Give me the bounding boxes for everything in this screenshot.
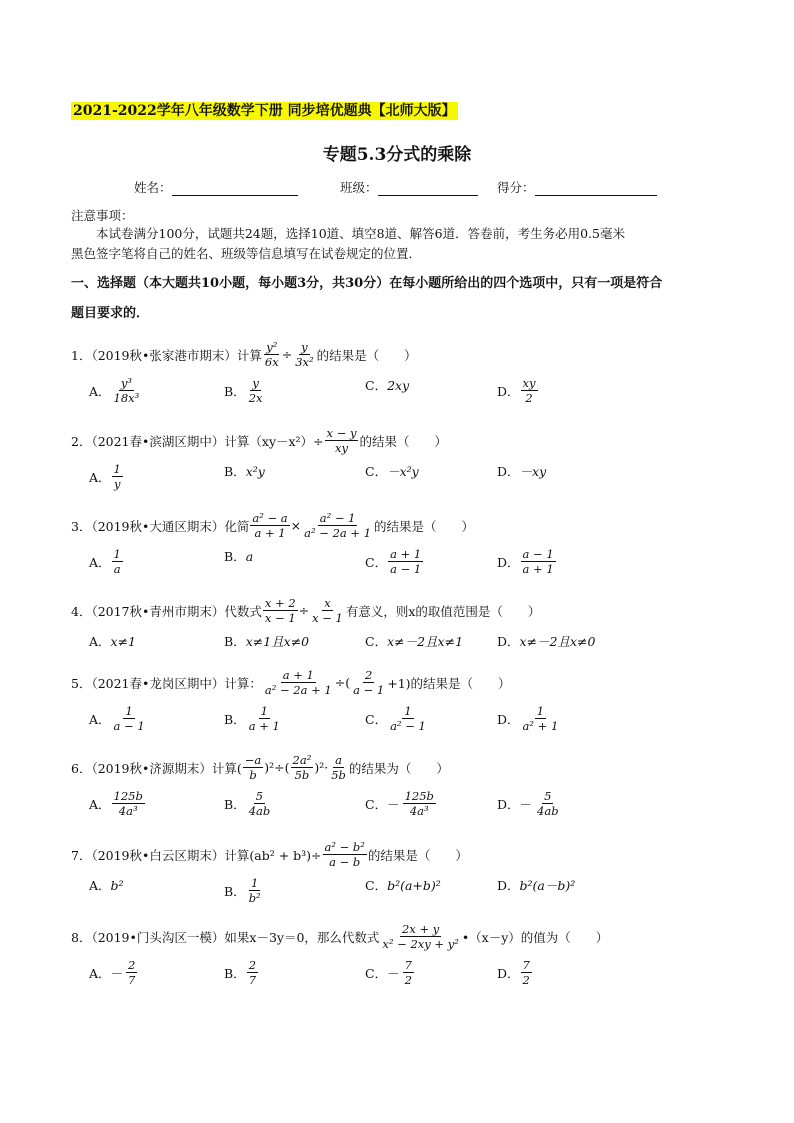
fraction-1-numerator: x + 2 <box>264 596 296 610</box>
option-fraction <box>388 704 428 733</box>
option-letter: C． <box>365 464 388 479</box>
option-fraction <box>112 704 147 733</box>
question-6-option-d[interactable] <box>497 789 562 818</box>
option-fraction-numerator: xy <box>522 376 536 390</box>
document-banner: 2021-2022学年八年级数学下册 同步培优题典【北师大版】 <box>73 103 456 119</box>
fraction-2 <box>310 596 345 625</box>
question-2-option-d[interactable] <box>497 462 546 480</box>
option-fraction <box>126 958 137 987</box>
fraction-1-numerator: a² − a <box>252 511 288 525</box>
score-field[interactable] <box>497 178 657 196</box>
question-lead: 4．（2017秋•青州市期末）代数式 <box>71 603 262 619</box>
option-letter: C． <box>365 554 388 570</box>
class-label: 班级： <box>340 180 378 195</box>
option-letter: D． <box>497 383 520 399</box>
option-fraction-denominator: 4ab <box>248 804 271 818</box>
option-letter: B． <box>224 965 246 981</box>
option-letter: C． <box>365 878 388 893</box>
question-1-option-c[interactable] <box>365 376 409 394</box>
option-fraction-denominator: y <box>113 477 121 491</box>
question-8-option-d[interactable] <box>497 958 533 987</box>
question-6-stem <box>71 753 449 782</box>
fraction-1-numerator: x − y <box>326 426 357 440</box>
section-heading-line-1: 一、选择题（本大题共10小题，每小题3分，共30分）在每小题所给出的四个选项中，只有一项是符合 <box>71 276 663 291</box>
question-tail: 的结果为（ ） <box>348 760 449 776</box>
score-blank[interactable] <box>535 183 657 196</box>
class-blank[interactable] <box>378 183 478 196</box>
question-2-stem <box>71 426 447 455</box>
fraction-1 <box>243 753 264 782</box>
option-letter: A． <box>89 554 111 570</box>
option-fraction-denominator: 2x <box>248 391 263 405</box>
option-fraction-denominator: a − 1 <box>113 719 145 733</box>
option-fraction-denominator: a² + 1 <box>522 719 559 733</box>
question-1-option-b[interactable] <box>224 376 266 405</box>
fraction-1 <box>250 511 289 540</box>
question-lead: 8．（2019•门头沟区一模）如果x－3y＝0，那么代数式 <box>71 929 380 945</box>
option-fraction <box>403 958 414 987</box>
option-letter: B． <box>224 796 246 812</box>
option-fraction-denominator: 4ab <box>537 804 559 818</box>
option-fraction-denominator: 2 <box>525 391 533 405</box>
operator: ÷( <box>334 675 351 690</box>
fraction-3-numerator: a <box>335 753 342 767</box>
question-7-stem <box>71 840 468 869</box>
option-fraction-numerator: 1 <box>251 876 259 890</box>
question-lead: 1．（2019秋•张家港市期末）计算 <box>71 347 262 363</box>
option-letter: C． <box>365 378 388 393</box>
question-tail: •（x－y）的值为（ ） <box>461 929 609 945</box>
option-fraction <box>247 704 282 733</box>
fraction-2 <box>293 340 315 369</box>
option-fraction-numerator: 125b <box>113 789 143 803</box>
question-3-option-a[interactable] <box>89 547 124 576</box>
option-letter: A． <box>89 965 111 981</box>
option-fraction-numerator: 1 <box>260 704 268 718</box>
option-fraction-denominator: 7 <box>248 973 257 987</box>
option-value: a <box>245 548 254 564</box>
option-letter: B． <box>224 711 246 727</box>
option-fraction-numerator: 7 <box>404 958 412 972</box>
fraction-2-denominator: 5b <box>294 768 310 782</box>
option-fraction <box>112 547 123 576</box>
fraction-1-denominator: b <box>249 768 257 782</box>
question-7-option-a[interactable] <box>89 876 124 894</box>
fraction-1-denominator: a − b <box>329 855 361 869</box>
question-2-option-a[interactable] <box>89 462 124 491</box>
option-letter: D． <box>497 464 520 479</box>
option-letter: A． <box>89 383 111 399</box>
option-fraction-numerator: 5 <box>255 789 264 803</box>
fraction-1 <box>325 426 359 455</box>
option-fraction <box>403 789 436 818</box>
minus-sign: － <box>387 796 400 812</box>
question-tail: 的结果（ ） <box>359 433 447 449</box>
question-tail: 的结果是（ ） <box>316 347 417 363</box>
option-value: 2xy <box>387 377 410 393</box>
option-letter: C． <box>365 965 388 981</box>
fraction-1 <box>263 668 334 697</box>
fraction-2-numerator: 2 <box>365 668 373 682</box>
option-value: －xy <box>519 464 547 479</box>
question-5-option-d[interactable] <box>497 704 561 733</box>
minus-sign: － <box>110 965 124 981</box>
option-fraction <box>521 704 561 733</box>
class-field[interactable] <box>340 178 478 196</box>
option-fraction <box>247 376 265 405</box>
option-fraction-numerator: 2 <box>128 958 136 972</box>
option-fraction-denominator: 7 <box>128 973 136 987</box>
question-2-option-b[interactable] <box>224 462 265 480</box>
question-3-option-b[interactable] <box>224 547 253 565</box>
fraction-2-denominator: x − 1 <box>312 611 343 625</box>
question-2-option-c[interactable] <box>365 462 419 480</box>
option-fraction-denominator: a + 1 <box>522 562 554 576</box>
fraction-1 <box>323 840 367 869</box>
fraction-2-denominator: a − 1 <box>353 683 385 697</box>
operator: ÷ <box>281 347 293 362</box>
option-fraction-numerator: 125b <box>404 789 434 803</box>
fraction-3 <box>329 753 348 782</box>
fraction-2 <box>291 753 314 782</box>
option-value: x≠1且x≠0 <box>245 634 310 649</box>
option-letter: C． <box>365 711 388 727</box>
option-fraction-numerator: 1 <box>125 704 133 718</box>
fraction-1-denominator: xy <box>335 441 348 455</box>
option-letter: D． <box>497 554 520 570</box>
question-8-option-b[interactable] <box>224 958 259 987</box>
notes-line-1: 本试卷满分100分，试题共24题，选择10道、填空8道、解答6道．答卷前，考生务必用0.5毫米 <box>96 226 625 241</box>
option-fraction-denominator: 2 <box>404 973 412 987</box>
option-fraction <box>112 462 123 491</box>
question-8-option-c[interactable] <box>365 958 415 987</box>
fraction-3-denominator: 5b <box>331 768 346 782</box>
question-lead: 5．（2021春•龙岗区期中）计算： <box>71 675 262 691</box>
fraction-1-numerator: y² <box>266 340 278 354</box>
fraction-1 <box>263 596 298 625</box>
question-1-stem <box>71 340 417 369</box>
fraction-2-denominator: a² − 2a + 1 <box>304 526 372 540</box>
question-tail: 的结果是（ ） <box>374 518 475 534</box>
option-fraction-denominator: a² − 1 <box>390 719 426 733</box>
fraction-1-denominator: a + 1 <box>254 526 286 540</box>
name-field[interactable] <box>134 178 298 196</box>
fraction-1-denominator: a² − 2a + 1 <box>264 683 332 697</box>
option-value: x≠－2且x≠1 <box>387 634 464 649</box>
option-fraction-numerator: 5 <box>544 789 552 803</box>
question-7-option-b[interactable] <box>224 876 264 905</box>
option-fraction-numerator: a − 1 <box>522 547 554 561</box>
fraction-2-numerator: x <box>324 596 331 610</box>
option-letter: D． <box>497 965 520 981</box>
option-letter: B． <box>224 549 246 564</box>
section-heading-line-2: 题目要求的． <box>71 306 150 321</box>
option-fraction <box>521 376 538 405</box>
option-fraction-numerator: 1 <box>404 704 412 718</box>
page-title: 专题5.3分式的乘除 <box>322 145 472 165</box>
score-label: 得分： <box>497 180 535 195</box>
question-4-stem <box>71 596 540 625</box>
name-label: 姓名： <box>134 180 172 195</box>
option-value: x≠1 <box>110 633 137 649</box>
question-5-option-c[interactable] <box>365 704 429 733</box>
question-4-option-a[interactable] <box>89 632 136 650</box>
question-tail: 有意义，则x的取值范围是（ ） <box>345 603 541 619</box>
fraction-2 <box>302 511 373 540</box>
option-letter: D． <box>497 634 520 649</box>
option-fraction-denominator: 4a³ <box>118 804 138 818</box>
fraction-2-numerator: a² − 1 <box>319 511 356 525</box>
option-fraction <box>247 876 263 905</box>
question-8-stem <box>71 922 608 951</box>
fraction-1-denominator: 6x <box>264 355 279 369</box>
option-letter: A． <box>89 634 111 649</box>
option-fraction-numerator: 1 <box>113 547 121 561</box>
notes-heading: 注意事项： <box>71 208 134 223</box>
option-fraction-numerator: 7 <box>522 958 530 972</box>
question-tail: 的结果是（ ） <box>367 847 468 863</box>
option-fraction <box>535 789 561 818</box>
option-letter: B． <box>224 634 246 649</box>
fraction-1-numerator: a² − b² <box>324 840 365 854</box>
fraction-2-denominator: 3x² <box>295 355 314 369</box>
option-letter: A． <box>89 469 111 485</box>
operator: )²÷( <box>264 760 290 775</box>
option-fraction <box>521 958 532 987</box>
name-blank[interactable] <box>172 183 298 196</box>
question-tail: +1)的结果是（ ） <box>387 675 511 691</box>
question-5-option-a[interactable] <box>89 704 148 733</box>
option-fraction <box>521 547 556 576</box>
question-3-stem <box>71 511 474 540</box>
option-fraction-denominator: a <box>113 562 121 576</box>
fraction-1 <box>263 340 281 369</box>
option-value: x²y <box>245 463 265 479</box>
option-letter: A． <box>89 796 111 812</box>
question-lead: 3．（2019秋•大通区期末）化简 <box>71 518 250 534</box>
question-6-option-b[interactable] <box>224 789 273 818</box>
option-fraction <box>112 376 142 405</box>
option-fraction-denominator: 4a³ <box>409 804 429 818</box>
question-lead: 6．（2019秋•济源期末）计算( <box>71 760 242 776</box>
option-fraction-numerator: a + 1 <box>390 547 422 561</box>
fraction-1-numerator: −a <box>244 753 262 767</box>
option-fraction-denominator: 18x³ <box>113 391 140 405</box>
option-fraction-denominator: a − 1 <box>390 562 422 576</box>
question-6-option-a[interactable] <box>89 789 146 818</box>
option-fraction <box>247 789 273 818</box>
option-letter: D． <box>497 796 520 812</box>
option-fraction-denominator: a + 1 <box>248 719 280 733</box>
question-1-option-d[interactable] <box>497 376 539 405</box>
option-fraction <box>247 958 258 987</box>
question-8-option-a[interactable] <box>89 958 138 987</box>
option-letter: C． <box>365 634 388 649</box>
option-value: b² <box>110 877 124 893</box>
option-value: x≠－2且x≠0 <box>519 634 596 649</box>
question-4-option-c[interactable] <box>365 632 463 650</box>
option-letter: B． <box>224 883 246 899</box>
fraction-1 <box>380 922 460 951</box>
option-fraction-denominator: b² <box>248 891 261 905</box>
fraction-1-numerator: a + 1 <box>282 668 314 682</box>
fraction-1-denominator: x − 1 <box>264 611 296 625</box>
option-fraction-numerator: y³ <box>120 376 132 390</box>
fraction-2-numerator: y <box>301 340 308 354</box>
notes-line-2: 黑色签字笔将自己的姓名、班级等信息填写在试卷规定的位置． <box>71 246 422 261</box>
option-value: b²(a－b)² <box>519 878 576 893</box>
fraction-2 <box>351 668 386 697</box>
option-letter: A． <box>89 878 111 893</box>
minus-sign: － <box>519 796 533 812</box>
option-fraction-numerator: 1 <box>536 704 545 718</box>
option-letter: C． <box>365 796 388 812</box>
option-letter: B． <box>224 464 246 479</box>
option-letter: A． <box>89 711 111 727</box>
fraction-1-denominator: x² − 2xy + y² <box>382 937 459 951</box>
option-fraction-numerator: 1 <box>113 462 121 476</box>
option-fraction-denominator: 2 <box>522 973 530 987</box>
operator: )²· <box>314 760 329 775</box>
option-letter: D． <box>497 878 520 893</box>
option-fraction <box>112 789 145 818</box>
option-fraction <box>388 547 423 576</box>
option-value: b²(a+b)² <box>387 877 441 893</box>
question-7-option-c[interactable] <box>365 876 441 894</box>
question-5-stem <box>71 668 511 697</box>
operator: × <box>290 518 302 533</box>
option-fraction-numerator: 2 <box>248 958 257 972</box>
question-lead: 2．（2021春•滨湖区期中）计算（xy－x²）÷ <box>71 433 324 449</box>
option-value: －x²y <box>387 464 419 479</box>
question-6-option-c[interactable] <box>365 789 437 818</box>
question-lead: 7．（2019秋•白云区期末）计算(ab² + b³)÷ <box>71 847 322 863</box>
fraction-2-numerator: 2a² <box>292 753 312 767</box>
minus-sign: － <box>387 965 400 981</box>
option-fraction-numerator: y <box>252 376 259 390</box>
option-letter: D． <box>497 711 520 727</box>
fraction-1-numerator: 2x + y <box>401 922 440 936</box>
option-letter: B． <box>224 383 246 399</box>
question-4-option-b[interactable] <box>224 632 309 650</box>
question-1-option-a[interactable] <box>89 376 142 405</box>
question-3-option-d[interactable] <box>497 547 557 576</box>
question-7-option-d[interactable] <box>497 876 575 894</box>
question-5-option-b[interactable] <box>224 704 283 733</box>
operator: ÷ <box>298 603 310 618</box>
question-3-option-c[interactable] <box>365 547 424 576</box>
question-4-option-d[interactable] <box>497 632 595 650</box>
